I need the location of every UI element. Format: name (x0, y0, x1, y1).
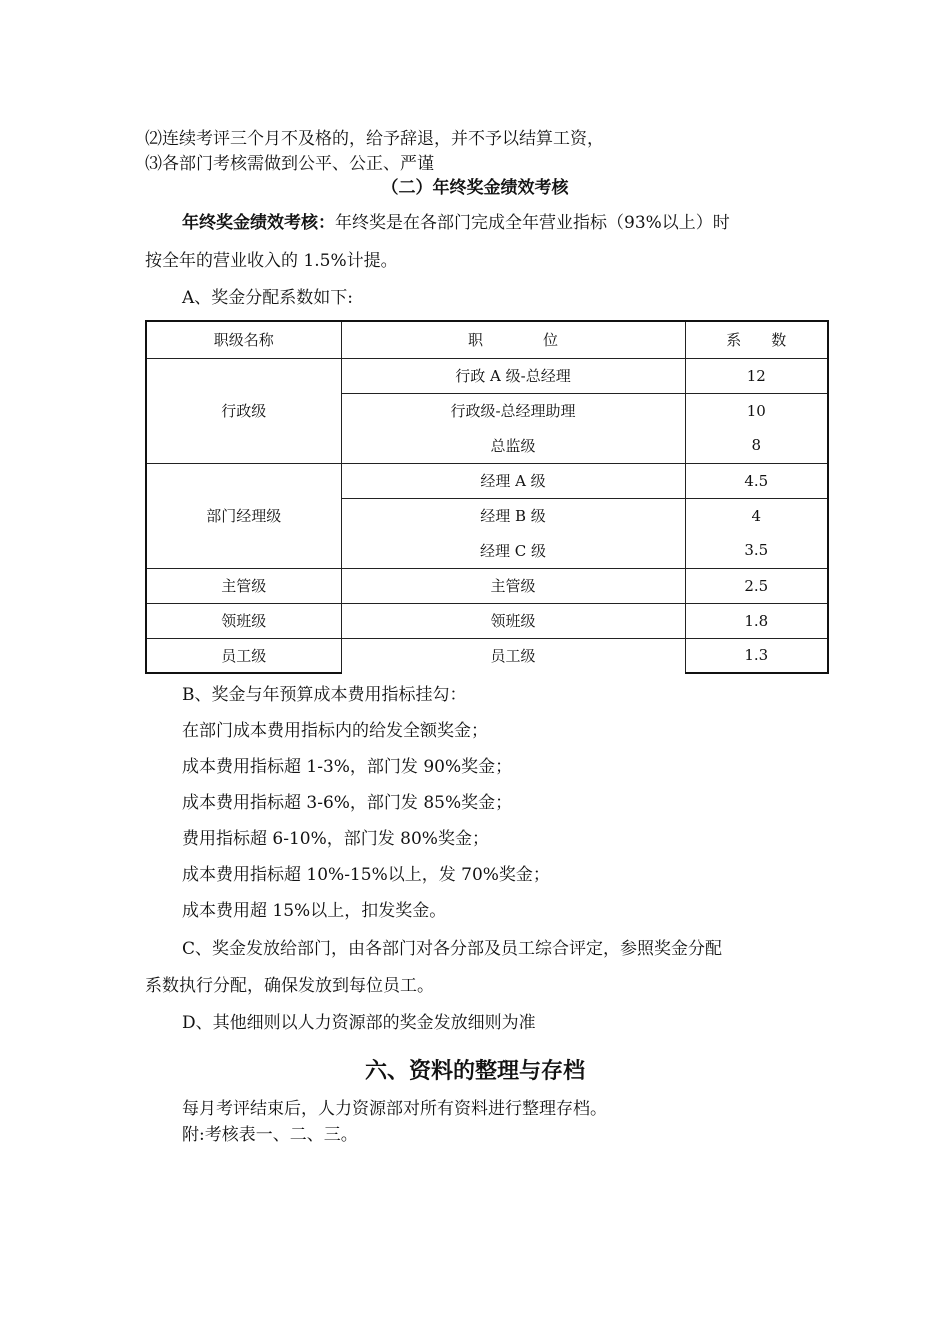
list-item: 成本费用指标超 3-6%，部门发 85%奖金； (182, 793, 513, 813)
paragraph-label: 年终奖金绩效考核： (182, 213, 335, 233)
header-coef: 系 数 (685, 321, 828, 358)
table-row (146, 638, 828, 673)
coefficient-table (145, 320, 829, 674)
position-cell: 总监级 (341, 428, 685, 463)
coef-cell: 12 (685, 358, 828, 393)
paragraph-continuation: 系数执行分配，确保发放到每位员工。 (145, 976, 434, 996)
header-position: 职 位 (341, 321, 685, 358)
table-header-row (146, 321, 828, 358)
list-item: ⑵连续考评三个月不及格的，给予辞退，并不予以结算工资， (145, 129, 604, 149)
table-row (146, 568, 828, 603)
list-item: 费用指标超 6-10%，部门发 80%奖金； (182, 829, 489, 849)
table-row (146, 603, 828, 638)
subsection-title: B、奖金与年预算成本费用指标挂勾： (182, 685, 467, 705)
position-cell: 领班级 (341, 603, 685, 638)
list-item: 成本费用指标超 10%-15%以上，发 70%奖金； (182, 865, 550, 885)
table-row (146, 463, 828, 498)
paragraph-text: 年终奖是在各部门完成全年营业指标（93%以上）时 (335, 213, 730, 233)
paragraph: 每月考评结束后，人力资源部对所有资料进行整理存档。 (182, 1099, 607, 1119)
list-item: 成本费用超 15%以上，扣发奖金。 (182, 901, 447, 921)
list-item: 在部门成本费用指标内的给发全额奖金； (182, 721, 488, 741)
position-cell: 行政 A 级-总经理 (341, 358, 685, 393)
section-heading: 六、资料的整理与存档 (364, 1059, 585, 1084)
position-cell: 员工级 (341, 638, 685, 673)
position-cell: 主管级 (341, 568, 685, 603)
coef-cell: 4.5 (685, 463, 828, 498)
section-heading: （二）年终奖金绩效考核 (381, 178, 569, 198)
position-cell: 经理 A 级 (341, 463, 685, 498)
coef-cell: 2.5 (685, 568, 828, 603)
coef-cell: 1.3 (685, 638, 828, 673)
level-cell: 员工级 (146, 638, 341, 673)
position-cell: 经理 C 级 (341, 533, 685, 568)
level-cell: 部门经理级 (146, 463, 341, 568)
paragraph-continuation: 按全年的营业收入的 1.5%计提。 (145, 251, 398, 271)
subsection-title: A、奖金分配系数如下: (182, 288, 354, 308)
level-cell: 主管级 (146, 568, 341, 603)
list-item: ⑶各部门考核需做到公平、公正、严谨 (145, 154, 434, 174)
level-cell: 领班级 (146, 603, 341, 638)
position-cell: 经理 B 级 (341, 498, 685, 533)
coef-cell: 1.8 (685, 603, 828, 638)
paragraph (182, 212, 730, 234)
header-level: 职级名称 (146, 321, 341, 358)
coef-cell: 3.5 (685, 533, 828, 568)
position-cell: 行政级-总经理助理 (341, 393, 685, 428)
list-item: 成本费用指标超 1-3%，部门发 90%奖金； (182, 757, 513, 777)
paragraph: C、奖金发放给部门，由各部门对各分部及员工综合评定，参照奖金分配 (182, 939, 723, 959)
coef-cell: 8 (685, 428, 828, 463)
coef-cell: 10 (685, 393, 828, 428)
appendix-note: 附:考核表一、二、三。 (182, 1125, 358, 1145)
table-row (146, 358, 828, 393)
coef-cell: 4 (685, 498, 828, 533)
level-cell: 行政级 (146, 358, 341, 463)
paragraph: D、其他细则以人力资源部的奖金发放细则为准 (182, 1013, 536, 1033)
